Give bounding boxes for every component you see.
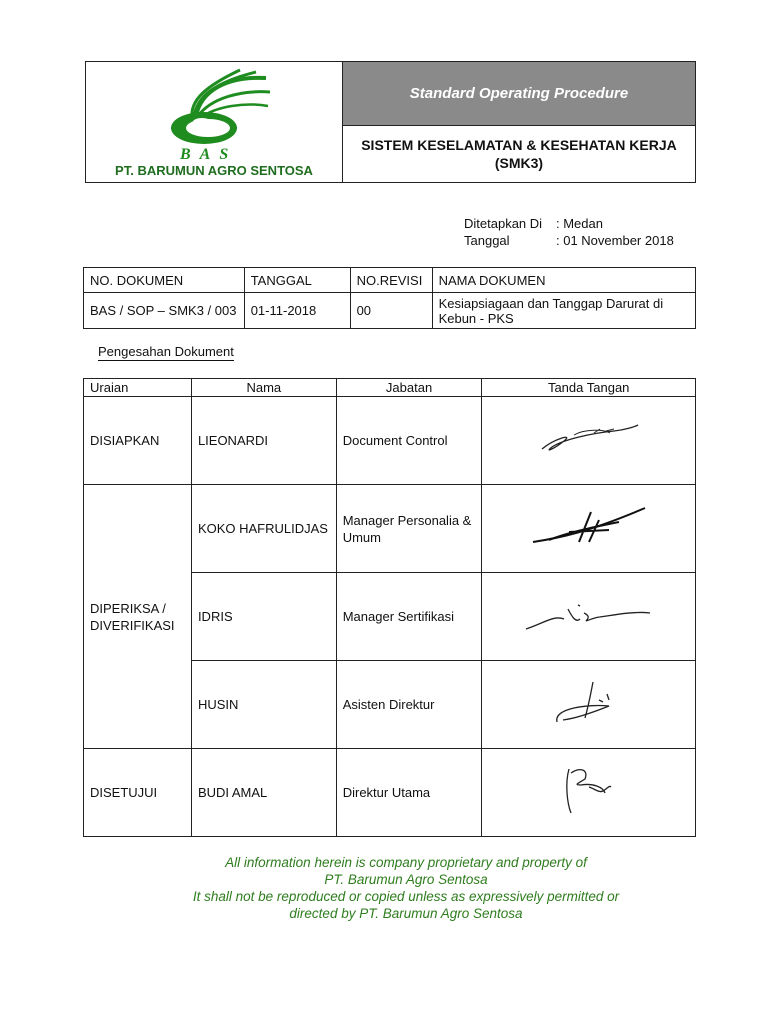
table-row	[84, 397, 696, 485]
meta-value: : 01 November 2018	[556, 233, 674, 248]
header-no-revisi: NO.REVISI	[350, 268, 432, 293]
footer-line-3: It shall not be reproduced or copied unless as expressively permitted or	[192, 889, 620, 904]
nama-dokumen-line-1: Kesiapsiagaan dan Tanggap Darurat di	[438, 295, 664, 311]
nama-dokumen-value	[432, 293, 695, 329]
signature-icon	[549, 678, 629, 728]
signature-cell	[482, 485, 696, 573]
meta-row-location	[464, 215, 674, 232]
header-jabatan: Jabatan	[336, 379, 482, 397]
signature-icon	[559, 763, 619, 818]
table-row	[84, 485, 696, 573]
table-row	[84, 293, 696, 329]
meta-value: : Medan	[556, 216, 603, 231]
meta-label: Ditetapkan Di	[464, 216, 543, 231]
jabatan-cell: Direktur Utama	[336, 749, 482, 837]
uraian-disiapkan: DISIAPKAN	[84, 397, 192, 485]
document-title	[343, 126, 695, 182]
table-header-row	[84, 379, 696, 397]
footer-line-2: PT. Barumun Agro Sentosa	[324, 872, 488, 887]
uraian-diperiksa-line-1: DIPERIKSA /	[90, 600, 166, 616]
document-header	[85, 61, 696, 183]
title-line-1: SISTEM KESELAMATAN & KESEHATAN KERJA	[361, 137, 677, 153]
confidentiality-footer	[0, 854, 768, 922]
header-uraian: Uraian	[84, 379, 192, 397]
nama-cell: BUDI AMAL	[191, 749, 336, 837]
header-no-dokumen: NO. DOKUMEN	[84, 268, 245, 293]
uraian-diperiksa	[84, 485, 192, 749]
footer-line-4: directed by PT. Barumun Agro Sentosa	[289, 906, 523, 921]
no-revisi-value: 00	[350, 293, 432, 329]
header-tanggal: TANGGAL	[244, 268, 350, 293]
jabatan-cell: Document Control	[336, 397, 482, 485]
no-dokumen-value: BAS / SOP – SMK3 / 003	[84, 293, 245, 329]
svg-text:BAS: BAS	[180, 146, 238, 162]
uraian-disetujui: DISETUJUI	[84, 749, 192, 837]
nama-cell: HUSIN	[191, 661, 336, 749]
jabatan-cell: Manager Sertifikasi	[336, 573, 482, 661]
bas-logo-icon	[156, 66, 276, 162]
header-tanda-tangan: Tanda Tangan	[482, 379, 696, 397]
uraian-diperiksa-line-2: DIVERIFIKASI	[90, 617, 175, 633]
table-row	[84, 749, 696, 837]
signature-cell	[482, 661, 696, 749]
signature-icon	[529, 502, 649, 552]
meta-row-date	[464, 232, 674, 249]
title-line-2: (SMK3)	[494, 155, 544, 171]
sop-label: Standard Operating Procedure	[343, 62, 695, 126]
signature-cell	[482, 573, 696, 661]
nama-cell: IDRIS	[191, 573, 336, 661]
logo-cell	[86, 62, 343, 182]
signature-icon	[524, 595, 654, 635]
jabatan-cell	[336, 485, 482, 573]
table-header-row	[84, 268, 696, 293]
jabatan-cell: Asisten Direktur	[336, 661, 482, 749]
signature-cell	[482, 397, 696, 485]
header-nama-dokumen: NAMA DOKUMEN	[432, 268, 695, 293]
jabatan-line-1: Manager Personalia &	[342, 512, 472, 528]
document-info-table	[83, 267, 696, 329]
company-name: PT. BARUMUN AGRO SENTOSA	[115, 163, 313, 178]
meta-label: Tanggal	[464, 233, 510, 248]
header-nama: Nama	[191, 379, 336, 397]
signature-icon	[534, 419, 644, 459]
nama-dokumen-line-2: Kebun - PKS	[438, 310, 514, 326]
nama-cell: KOKO HAFRULIDJAS	[191, 485, 336, 573]
footer-line-1: All information herein is company proprietary and property of	[225, 855, 587, 870]
pengesahan-label: Pengesahan Dokument	[98, 344, 234, 359]
signature-cell	[482, 749, 696, 837]
jabatan-line-2: Umum	[342, 529, 381, 545]
approval-table	[83, 378, 696, 837]
nama-cell: LIEONARDI	[191, 397, 336, 485]
document-meta	[464, 215, 674, 249]
tanggal-value: 01-11-2018	[244, 293, 350, 329]
